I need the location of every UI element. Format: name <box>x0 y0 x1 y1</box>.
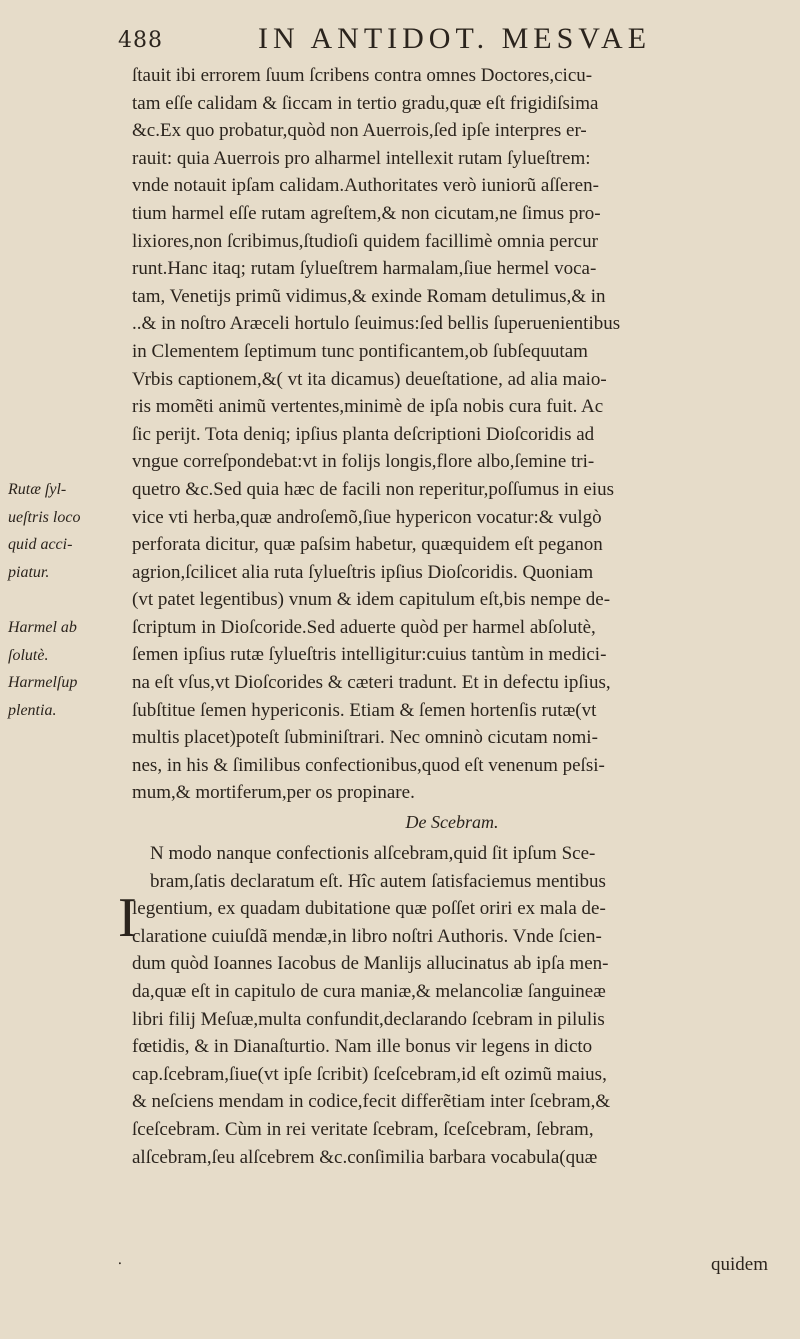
text-line: fœtidis, & in Dianaſturtio. Nam ille bonus vir legens in dicto <box>132 1036 593 1058</box>
text-line: tam, Venetijs primũ vidimus,& exinde Romam detulimus,& in <box>132 285 606 307</box>
text-line: nes, in his & ſimilibus confectionibus,quod eſt venenum peſsi- <box>132 754 605 776</box>
margin-note: ueſtris loco <box>8 508 81 526</box>
text-line: libri filij Meſuæ,multa confundit,declarando ſcebram in pilulis <box>132 1008 605 1030</box>
text-line: agrion,ſcilicet alia ruta ſylueſtris ipſius Dioſcoridis. Quoniam <box>132 561 594 583</box>
text-line: dum quòd Ioannes Iacobus de Manlijs allucinatus ab ipſa men- <box>132 953 609 975</box>
subheading-row <box>132 807 772 840</box>
text-line: claratione cuiuſdã mendæ,in libro noſtri Authoris. Vnde ſcien- <box>132 925 602 947</box>
text-line: &c.Ex quo probatur,quòd non Auerrois,ſed ipſe interpres er- <box>132 120 587 142</box>
running-header <box>118 22 758 62</box>
text-line: ..& in noſtro Aræceli hortulo ſeuimus:ſed bellis ſuperuenientibus <box>132 313 621 335</box>
text-line: N modo nanque confectionis alſcebram,quid ſit ipſum Sce- <box>150 843 596 865</box>
text-line: tam eſſe calidam & ſiccam in tertio gradu,quæ eſt frigidiſsima <box>132 92 599 114</box>
text-line: (vt patet legentibus) vnum & idem capitulum eſt,bis nempe de- <box>132 589 611 611</box>
margin-note: plentia. <box>8 701 57 719</box>
text-line: ſemen ipſius rutæ ſylueſtris intelligitur:cuius tantùm in medici- <box>132 644 607 666</box>
margin-note: quid acci- <box>8 536 73 554</box>
margin-note <box>8 586 128 614</box>
text-line: tium harmel eſſe rutam agreſtem,& non cicutam,ne ſimus pro- <box>132 202 601 224</box>
text-line: ſceſcebram. Cùm in rei veritate ſcebram, ſceſcebram, ſebram, <box>132 1118 594 1140</box>
text-line: da,quæ eſt in capitulo de cura maniæ,& melancoliæ ſanguineæ <box>132 981 606 1002</box>
text-line: ſtauit ibi errorem ſuum ſcribens contra omnes Doctores,cicu- <box>132 65 593 86</box>
text-line: ſic perijt. Tota deniq; ipſius planta deſcriptioni Dioſcoridis ad <box>132 423 595 445</box>
text-line: Vrbis captionem,&( vt ita dicamus) deueſtatione, ad alia maio- <box>132 368 607 390</box>
text-line: na eſt vſus,vt Dioſcorides & cæteri tradunt. Et in defectu ipſius, <box>132 672 611 694</box>
text-line: bram,ſatis declaratum eſt. Hîc autem ſatisfaciemus mentibus <box>150 870 606 892</box>
text-line: vnde notauit ipſam calidam.Authoritates verò iuniorũ aſſeren- <box>132 175 599 197</box>
main-text-block <box>132 62 772 1171</box>
text-line: rauit: quia Auerrois pro alharmel intellexit rutam ſylueſtrem: <box>132 147 591 169</box>
margin-notes <box>8 476 128 724</box>
text-line: mum,& mortiferum,per os propinare. <box>132 782 415 804</box>
signature-mark: ⸱ <box>118 1256 122 1272</box>
text-line: legentium, ex quadam dubitatione quæ poſſet oriri ex mala de- <box>132 898 606 920</box>
text-line: perforata dicitur, quæ paſsim habetur, quæquidem eſt peganon <box>132 534 603 556</box>
text-line: vice vti herba,quæ androſemõ,ſiue hypericon vocatur:& vulgò <box>132 506 602 528</box>
text-line: runt.Hanc itaq; rutam ſylueſtrem harmalam,ſiue hermel voca- <box>132 258 597 280</box>
text-line: in Clementem ſeptimum tunc pontificantem,ob ſubſequutam <box>132 340 588 362</box>
text-line: ſubſtitue ſemen hypericonis. Etiam & ſemen hortenſis rutæ(vt <box>132 699 597 721</box>
text-line: ſcriptum in Dioſcoride.Sed aduerte quòd per harmel abſolutè, <box>132 616 596 638</box>
drop-capital: I <box>118 887 137 949</box>
running-title: IN ANTIDOT. MESVAE <box>258 22 652 55</box>
margin-note: piatur. <box>8 563 50 581</box>
page-number: 488 <box>118 28 163 53</box>
section-subheading: De Scebram. <box>405 812 499 833</box>
text-line: multis placet)poteſt ſubminiſtrari. Nec omninò cicutam nomi- <box>132 727 598 749</box>
text-line: quetro &c.Sed quia hæc de facili non reperitur,poſſumus in eius <box>132 478 615 500</box>
catchword: quidem <box>711 1254 768 1275</box>
text-line: cap.ſcebram,ſiue(vt ipſe ſcribit) ſceſcebram,id eſt ozimũ maius, <box>132 1063 607 1085</box>
text-line: lixiores,non ſcribimus,ſtudioſi quidem facillimè omnia percur <box>132 230 598 252</box>
text-line: alſcebram,ſeu alſcebrem &c.conſimilia barbara vocabula(quæ <box>132 1146 598 1168</box>
text-line: vngue correſpondebat:vt in folijs longis,flore albo,ſemine tri- <box>132 451 595 473</box>
margin-note: Rutæ ſyl- <box>8 481 67 498</box>
margin-note: Harmelſup <box>8 674 78 692</box>
margin-note: Harmel ab <box>8 618 77 636</box>
text-line: ris momẽti animũ vertentes,minimè de ipſa nobis cura fuit. Ac <box>132 396 604 418</box>
margin-note: ſolutè. <box>8 646 49 664</box>
text-line: & neſciens mendam in codice,fecit differẽtiam inter ſcebram,& <box>132 1091 611 1113</box>
